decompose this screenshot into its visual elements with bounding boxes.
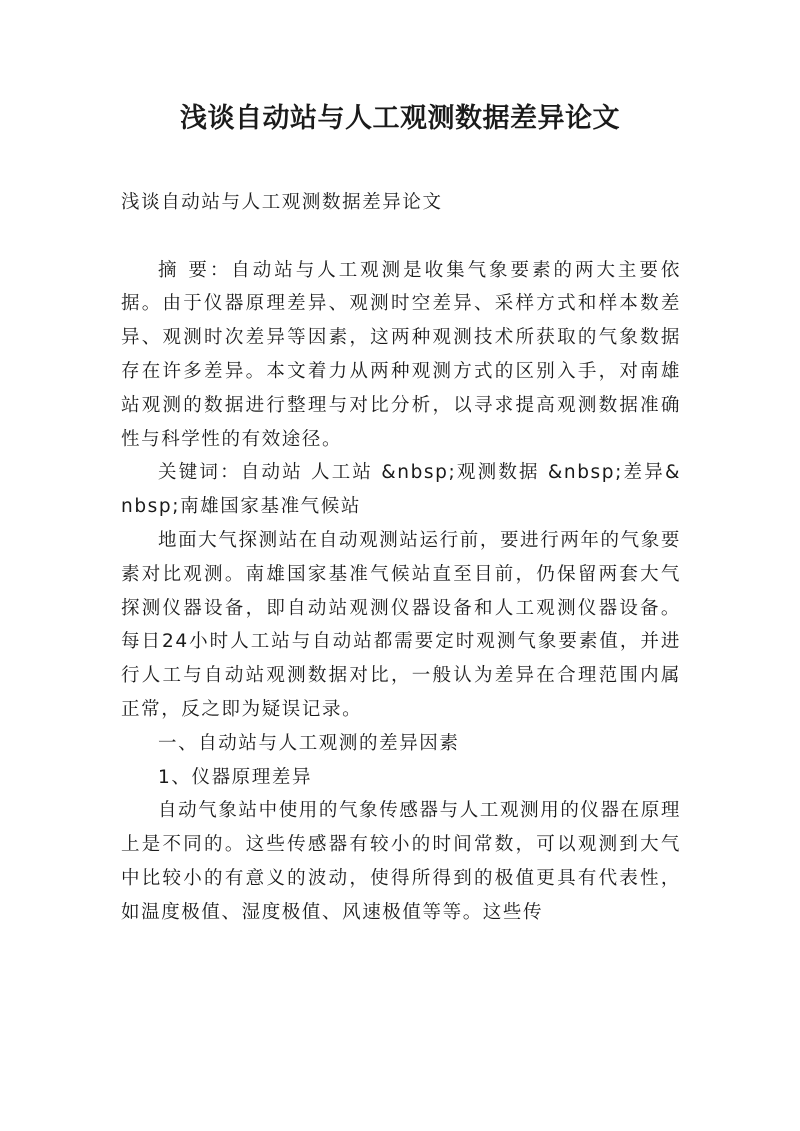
section-heading-1: 一、自动站与人工观测的差异因素 (158, 732, 460, 754)
document-subtitle: 浅谈自动站与人工观测数据差异论文 (121, 192, 443, 213)
abstract-paragraph: 摘 要：自动站与人工观测是收集气象要素的两大主要依据。由于仪器原理差异、观测时空差异、采样方式和样本数差异、观测时次差异等因素，这两种观测技术所获取的气象数据存在许多差异。本文着力从两种观测方式的区别入手，对南雄站观测的数据进行整理与对比分析，以寻求提高观测数据准确性与科学性的有效途径。 (121, 259, 681, 450)
document-title: 浅谈自动站与人工观测数据差异论文 (180, 103, 620, 134)
subsection-heading-1: 1、仪器原理差异 (158, 766, 313, 788)
keywords-paragraph: 关键词：自动站 人工站 &nbsp;观测数据 &nbsp;差异&nbsp;南雄国家基准气候站 (121, 462, 681, 518)
body-paragraph: 自动气象站中使用的气象传感器与人工观测用的仪器在原理上是不同的。这些传感器有较小的时间常数，可以观测到大气中比较小的有意义的波动，使得所得到的极值更具有代表性，如温度极值、湿度极值、风速极值等等。这些传 (121, 800, 681, 923)
intro-paragraph: 地面大气探测站在自动观测站运行前，要进行两年的气象要素对比观测。南雄国家基准气候站直至目前，仍保留两套大气探测仪器设备，即自动站观测仪器设备和人工观测仪器设备。每日24小时人工站与自动站都需要定时观测气象要素值，并进行人工与自动站观测数据对比，一般认为差异在合理范围内属正常，反之即为疑误记录。 (121, 529, 681, 720)
document-body (121, 186, 681, 930)
